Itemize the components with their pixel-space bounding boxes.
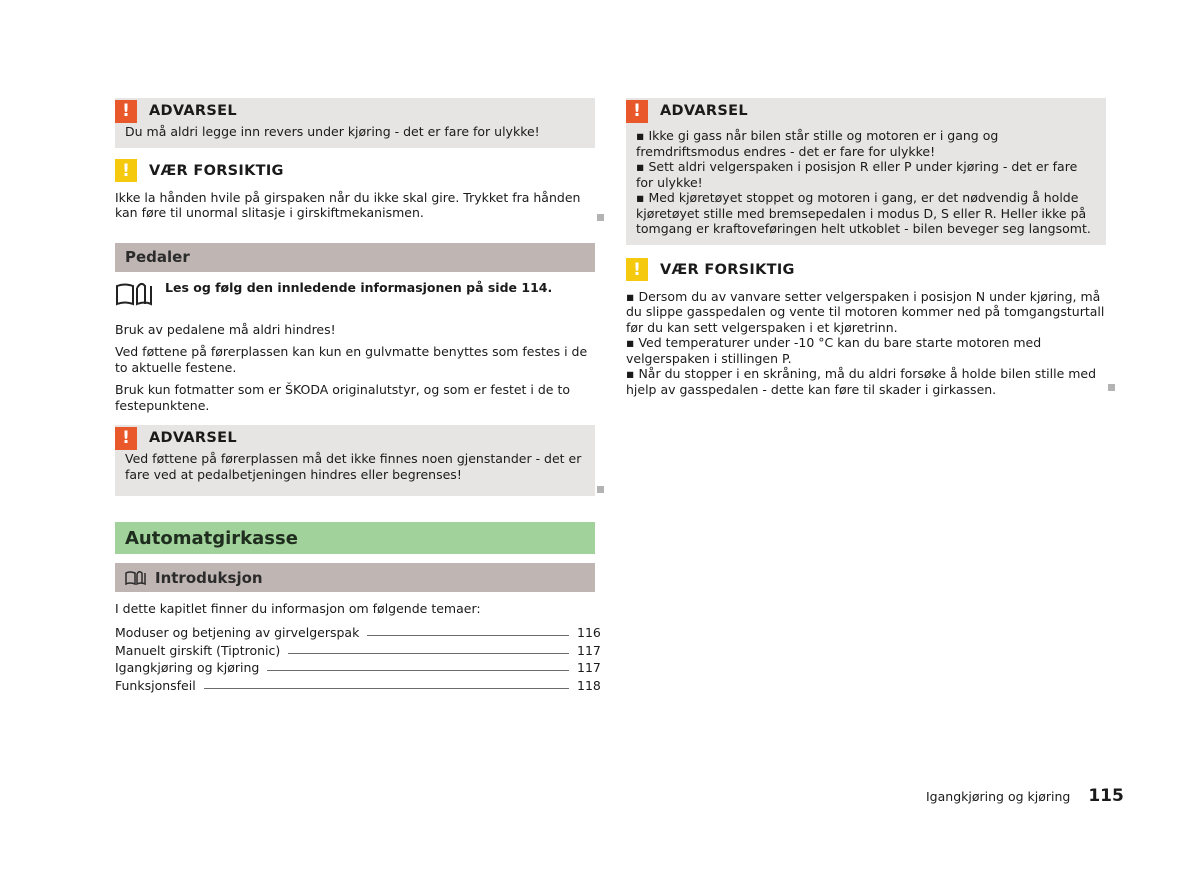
page-number: 115 xyxy=(1088,786,1124,806)
book-icon xyxy=(125,570,147,586)
caution-bullet: ▪ Dersom du av vanvare setter velgerspaken i posisjon N under kjøring, må du slippe gasspedalen og vente til motoren kommer ned på tomgangsturtall før du kan sett velgerspaken i et kjøretrinn. xyxy=(626,288,1105,335)
paragraph: Bruk kun fotmatter som er ŠKODA originalutstyr, og som er festet i de to festepunktene. xyxy=(115,382,571,413)
caution-bullet: ▪ Ved temperaturer under -10 °C kan du bare starte motoren med velgerspaken i stillingen P. xyxy=(626,335,1042,366)
toc-entry[interactable]: Moduser og betjening av girvelgerspak 116 xyxy=(115,625,601,640)
warning-bullet: ▪ Med kjøretøyet stoppet og motoren i gang, er det nødvendig å holde kjøretøyet stille med bremsepedalen i modus D, S eller R. Heller ikke på tomgang er kraftoveføringen helt utkoblet - bilen beveger seg langsomt. xyxy=(636,190,1091,236)
warning-box xyxy=(115,98,595,148)
warning-box xyxy=(115,425,595,496)
section-heading-pedaler: Pedaler xyxy=(115,243,595,272)
warning-box xyxy=(626,98,1106,245)
toc-entry[interactable]: Funksjonsfeil 118 xyxy=(115,677,601,693)
caution-bullet: ▪ Når du stopper i en skråning, må du aldri forsøke å holde bilen stille med hjelp av gasspedalen - dette kan føre til skader i girkassen. xyxy=(626,366,1097,397)
paragraph: Bruk av pedalene må aldri hindres! xyxy=(115,321,336,337)
book-icon xyxy=(115,280,155,308)
caution-text: Ikke la hånden hvile på girspaken når du ikke skal gire. Trykket fra hånden kan føre til unormal slitasje i girskiftmekanismen. xyxy=(115,189,581,220)
exclamation-icon: ! xyxy=(115,100,137,123)
intro-lead: I dette kapitlet finner du informasjon om følgende temaer: xyxy=(115,601,481,616)
warning-title: ADVARSEL xyxy=(149,103,237,119)
caution-title: VÆR FORSIKTIG xyxy=(149,162,284,179)
exclamation-icon: ! xyxy=(115,427,137,450)
warning-title: ADVARSEL xyxy=(149,430,237,446)
reference-note xyxy=(115,280,595,308)
caution-block xyxy=(626,257,1106,398)
warning-title: ADVARSEL xyxy=(660,103,748,119)
left-column xyxy=(115,98,601,693)
caution-block xyxy=(115,158,595,221)
paragraph: Ved føttene på førerplassen kan kun en gulvmatte benyttes som festes i de to aktuelle festene. xyxy=(115,344,588,375)
toc-entry[interactable]: Igangkjøring og kjøring 117 xyxy=(115,660,601,675)
right-column xyxy=(626,98,1106,397)
section-heading-introduksjon: Introduksjon xyxy=(115,563,595,592)
page-footer xyxy=(926,786,1124,806)
reference-text: Les og følg den innledende informasjonen på side 114. xyxy=(165,279,553,295)
exclamation-icon: ! xyxy=(115,159,137,182)
section-end-marker xyxy=(1108,384,1115,391)
warning-bullet: ▪ Ikke gi gass når bilen står stille og motoren er i gang og fremdriftsmodus endres - det er fare for ulykke! xyxy=(636,128,999,159)
footer-section-title: Igangkjøring og kjøring xyxy=(926,789,1071,804)
section-end-marker xyxy=(597,214,604,221)
warning-bullet: ▪ Sett aldri velgerspaken i posisjon R eller P under kjøring - det er fare for ulykke! xyxy=(636,159,1078,190)
warning-text: Du må aldri legge inn revers under kjøring - det er fare for ulykke! xyxy=(125,124,540,139)
table-of-contents xyxy=(115,623,601,693)
caution-title: VÆR FORSIKTIG xyxy=(660,261,795,278)
chapter-heading: Automatgirkasse xyxy=(115,522,595,554)
warning-text: Ved føttene på førerplassen må det ikke finnes noen gjenstander - det er fare ved at pedalbetjeningen hindres eller begrenses! xyxy=(125,451,582,482)
section-end-marker xyxy=(597,486,604,493)
exclamation-icon: ! xyxy=(626,100,648,123)
exclamation-icon: ! xyxy=(626,258,648,281)
toc-entry[interactable]: Manuelt girskift (Tiptronic) 117 xyxy=(115,642,601,658)
